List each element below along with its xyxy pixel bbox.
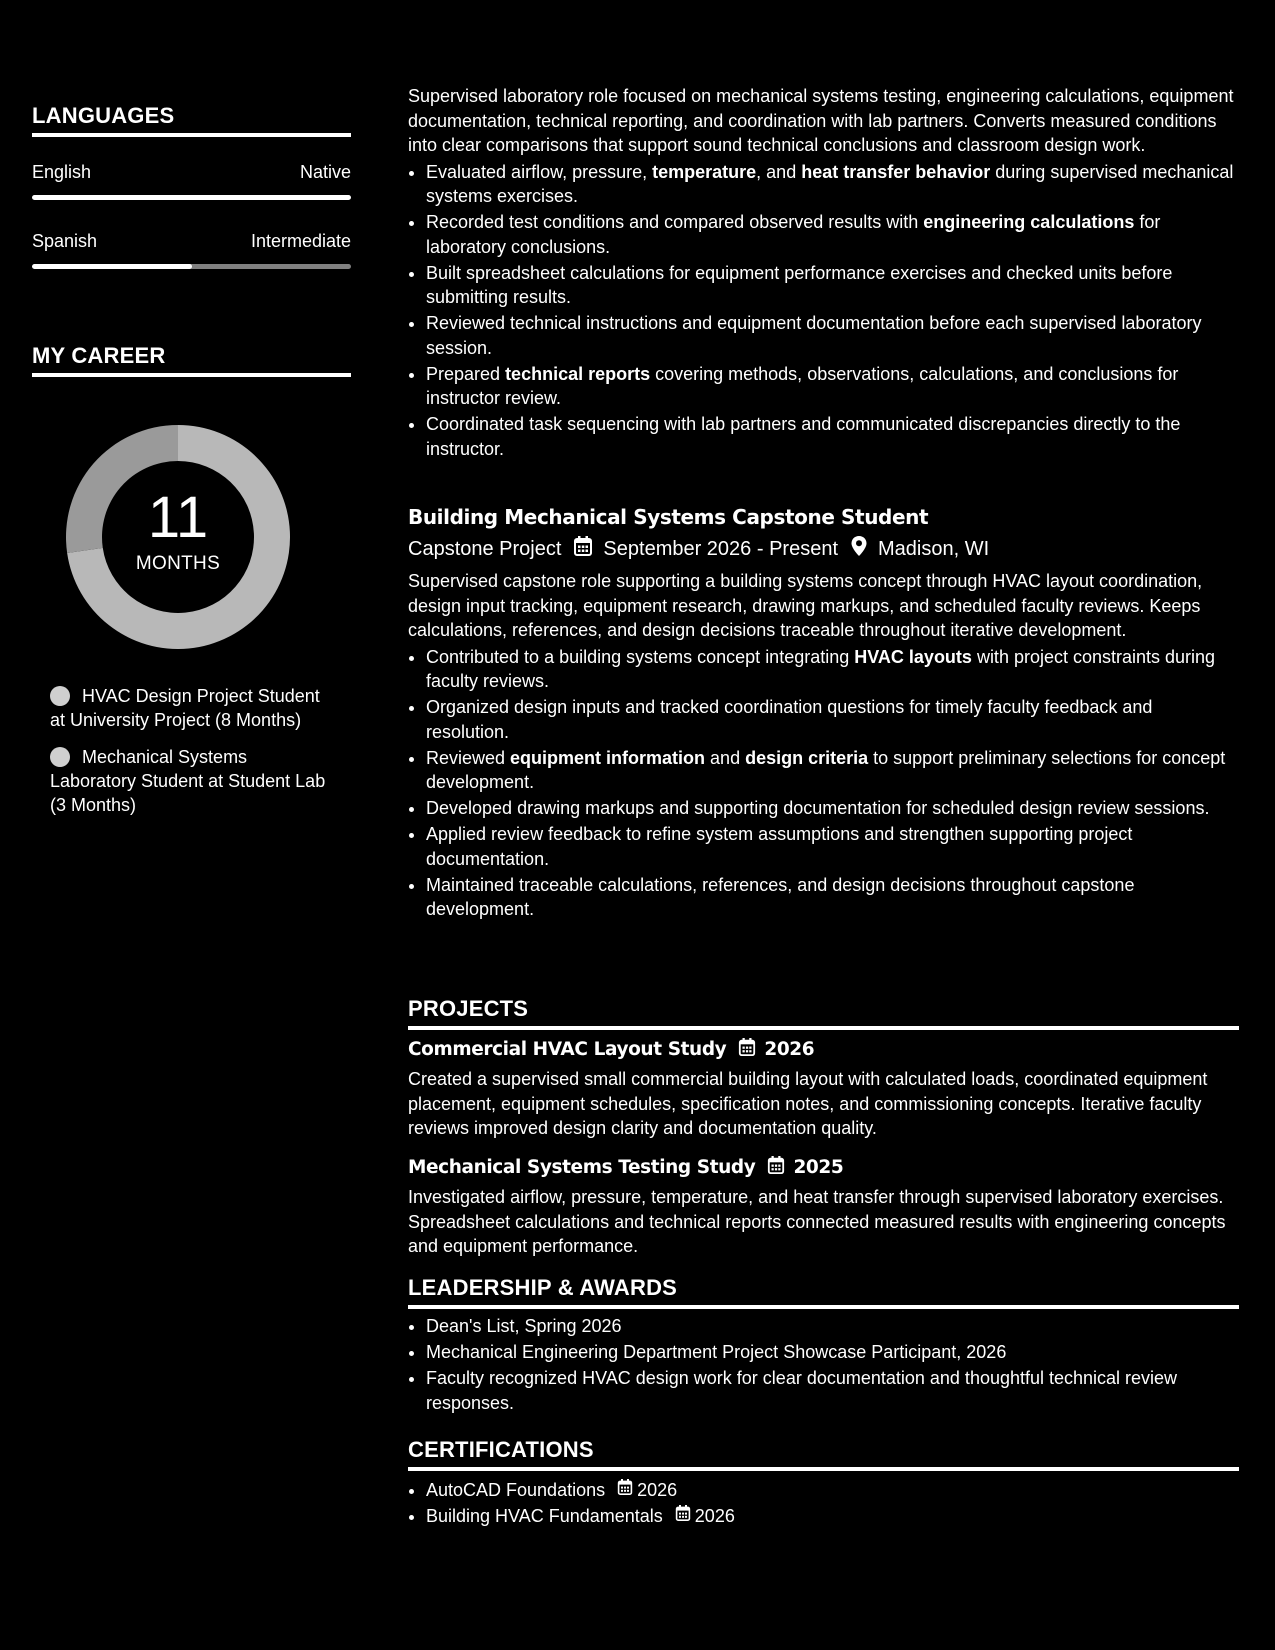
bold-text: design criteria <box>745 747 869 768</box>
career-total-unit: MONTHS <box>135 553 221 574</box>
legend-dot-icon <box>50 686 70 706</box>
text-run: with project constraints during faculty reviews. <box>426 646 1216 691</box>
capstone-location: Madison, WI <box>878 537 990 560</box>
career-legend-item <box>50 745 330 817</box>
language-level: Intermediate <box>250 231 351 251</box>
language-name: English <box>32 162 92 182</box>
text-run: Contributed to a building systems concept integrating <box>426 646 855 667</box>
lab-role-summary: Supervised laboratory role focused on mechanical systems testing, engineering calculations, equipment documentation, technical reporting, and coordination with lab partners. Converts measured conditions into clear comparisons that support sound technical conclusions and classroom design work. <box>408 86 1234 155</box>
list-item: • Coordinated task sequencing with lab partners and communicated discrepancies directly to the instructor. <box>426 412 1239 461</box>
text-run: to support preliminary selections for concept development. <box>426 747 1226 792</box>
project-description: Investigated airflow, pressure, temperature, and heat transfer through supervised laboratory exercises. Spreadsheet calculations and technical reports connected measured results with engineering concepts and equipment performance. <box>408 1187 1226 1256</box>
career-donut-chart <box>66 425 290 649</box>
lab-role-bullets <box>408 160 1239 462</box>
projects-heading: PROJECTS <box>408 996 1239 1030</box>
legend-label: Mechanical Systems Laboratory Student at Student Lab (3 Months) <box>50 747 326 815</box>
text-run: , and <box>756 161 802 182</box>
text-run: Recorded test conditions and compared observed results with <box>426 212 924 232</box>
capstone-dates: September 2026 - Present <box>603 537 839 560</box>
bold-text: engineering calculations <box>923 212 1135 232</box>
text-run: Prepared <box>426 363 506 384</box>
leadership-list <box>408 1314 1239 1417</box>
list-item <box>426 645 1239 694</box>
language-proficiency-fill <box>32 195 351 200</box>
language-item-spanish <box>32 231 351 269</box>
list-item <box>426 160 1239 209</box>
project-description: Created a supervised small commercial building layout with calculated loads, coordinated equipment placement, equipment schedules, specification notes, and commissioning concepts. Iterative faculty reviews improved design clarity and documentation quality. <box>408 1069 1208 1138</box>
career-legend-item <box>50 684 330 732</box>
language-item-english <box>32 162 351 200</box>
list-item <box>426 746 1239 795</box>
language-proficiency-bar <box>32 264 351 269</box>
list-item: • Organized design inputs and tracked coordination questions for timely faculty feedback and resolution. <box>426 695 1239 744</box>
bold-text: temperature <box>652 161 757 182</box>
career-total-value: 11 <box>147 485 209 550</box>
project-year: 2026 <box>764 1039 815 1060</box>
capstone-org: Capstone Project <box>408 537 562 560</box>
list-item <box>426 1504 1239 1529</box>
capstone-role-title: Building Mechanical Systems Capstone Student <box>408 505 929 529</box>
career-heading: MY CAREER <box>32 343 351 377</box>
certifications-list <box>408 1478 1239 1530</box>
language-proficiency-fill <box>32 264 192 269</box>
list-item: • Faculty recognized HVAC design work for clear documentation and thoughtful technical review responses. <box>426 1366 1239 1415</box>
lab-role-section <box>408 84 1239 463</box>
text-run: Reviewed <box>426 747 511 768</box>
legend-dot-icon <box>50 747 70 767</box>
bold-text: heat transfer behavior <box>801 161 991 182</box>
certification-date <box>663 1504 735 1529</box>
location-pin-icon <box>850 535 868 563</box>
certification-date <box>605 1478 677 1503</box>
calendar-icon <box>738 1037 756 1062</box>
capstone-role-section <box>408 505 1239 923</box>
certification-name: Building HVAC Fundamentals <box>426 1506 663 1526</box>
list-item: • Reviewed technical instructions and equipment documentation before each supervised laboratory session. <box>426 311 1239 360</box>
project-item <box>408 1155 1239 1259</box>
bold-text: equipment information <box>510 747 706 768</box>
capstone-summary: Supervised capstone role supporting a building systems concept through HVAC layout coordination, design input tracking, equipment research, drawing markups, and scheduled faculty reviews. Keeps calculations, references, and design decisions traceable throughout iterative development. <box>408 571 1203 640</box>
calendar-icon <box>573 535 593 563</box>
list-item <box>426 1478 1239 1503</box>
list-item: • Dean's List, Spring 2026 <box>426 1314 1239 1339</box>
project-title-row <box>408 1155 1239 1180</box>
list-item: • Maintained traceable calculations, references, and design decisions throughout capstone development. <box>426 873 1239 922</box>
project-title: Commercial HVAC Layout Study <box>408 1039 727 1060</box>
list-item: • Mechanical Engineering Department Project Showcase Participant, 2026 <box>426 1340 1239 1365</box>
text-run: and <box>705 747 746 768</box>
certification-name: AutoCAD Foundations <box>426 1480 606 1500</box>
project-title: Mechanical Systems Testing Study <box>408 1157 756 1178</box>
text-run: Evaluated airflow, pressure, <box>426 161 653 182</box>
calendar-icon <box>675 1504 691 1529</box>
career-legend <box>50 684 330 830</box>
certifications-heading: CERTIFICATIONS <box>408 1437 1239 1471</box>
language-proficiency-bar <box>32 195 351 200</box>
languages-heading: LANGUAGES <box>32 103 351 137</box>
text-run: covering methods, observations, calculations, and conclusions for instructor review. <box>426 363 1179 408</box>
text-run: during supervised mechanical systems exercises. <box>426 161 1234 206</box>
capstone-bullets <box>408 645 1239 922</box>
list-item: • Built spreadsheet calculations for equipment performance exercises and checked units before submitting results. <box>426 261 1239 310</box>
list-item: • Applied review feedback to refine system assumptions and strengthen supporting project documentation. <box>426 822 1239 871</box>
calendar-icon <box>767 1155 785 1180</box>
bold-text: technical reports <box>505 363 651 384</box>
leadership-heading: LEADERSHIP & AWARDS <box>408 1275 1239 1309</box>
capstone-role-meta <box>408 535 1239 563</box>
language-level: Native <box>299 162 351 182</box>
text-run: for laboratory conclusions. <box>426 212 1161 257</box>
legend-label: HVAC Design Project Student at University Project (8 Months) <box>50 686 320 730</box>
career-donut-center <box>66 425 290 649</box>
list-item: • Developed drawing markups and supporting documentation for scheduled design review sessions. <box>426 796 1239 821</box>
certification-year: 2026 <box>637 1480 678 1500</box>
project-title-row <box>408 1037 1239 1062</box>
certification-year: 2026 <box>694 1506 735 1526</box>
language-name: Spanish <box>32 231 98 251</box>
bold-text: HVAC layouts <box>854 646 972 667</box>
project-item <box>408 1037 1239 1141</box>
list-item <box>426 362 1239 411</box>
project-year: 2025 <box>793 1157 844 1178</box>
list-item <box>426 210 1239 259</box>
calendar-icon <box>617 1478 633 1503</box>
